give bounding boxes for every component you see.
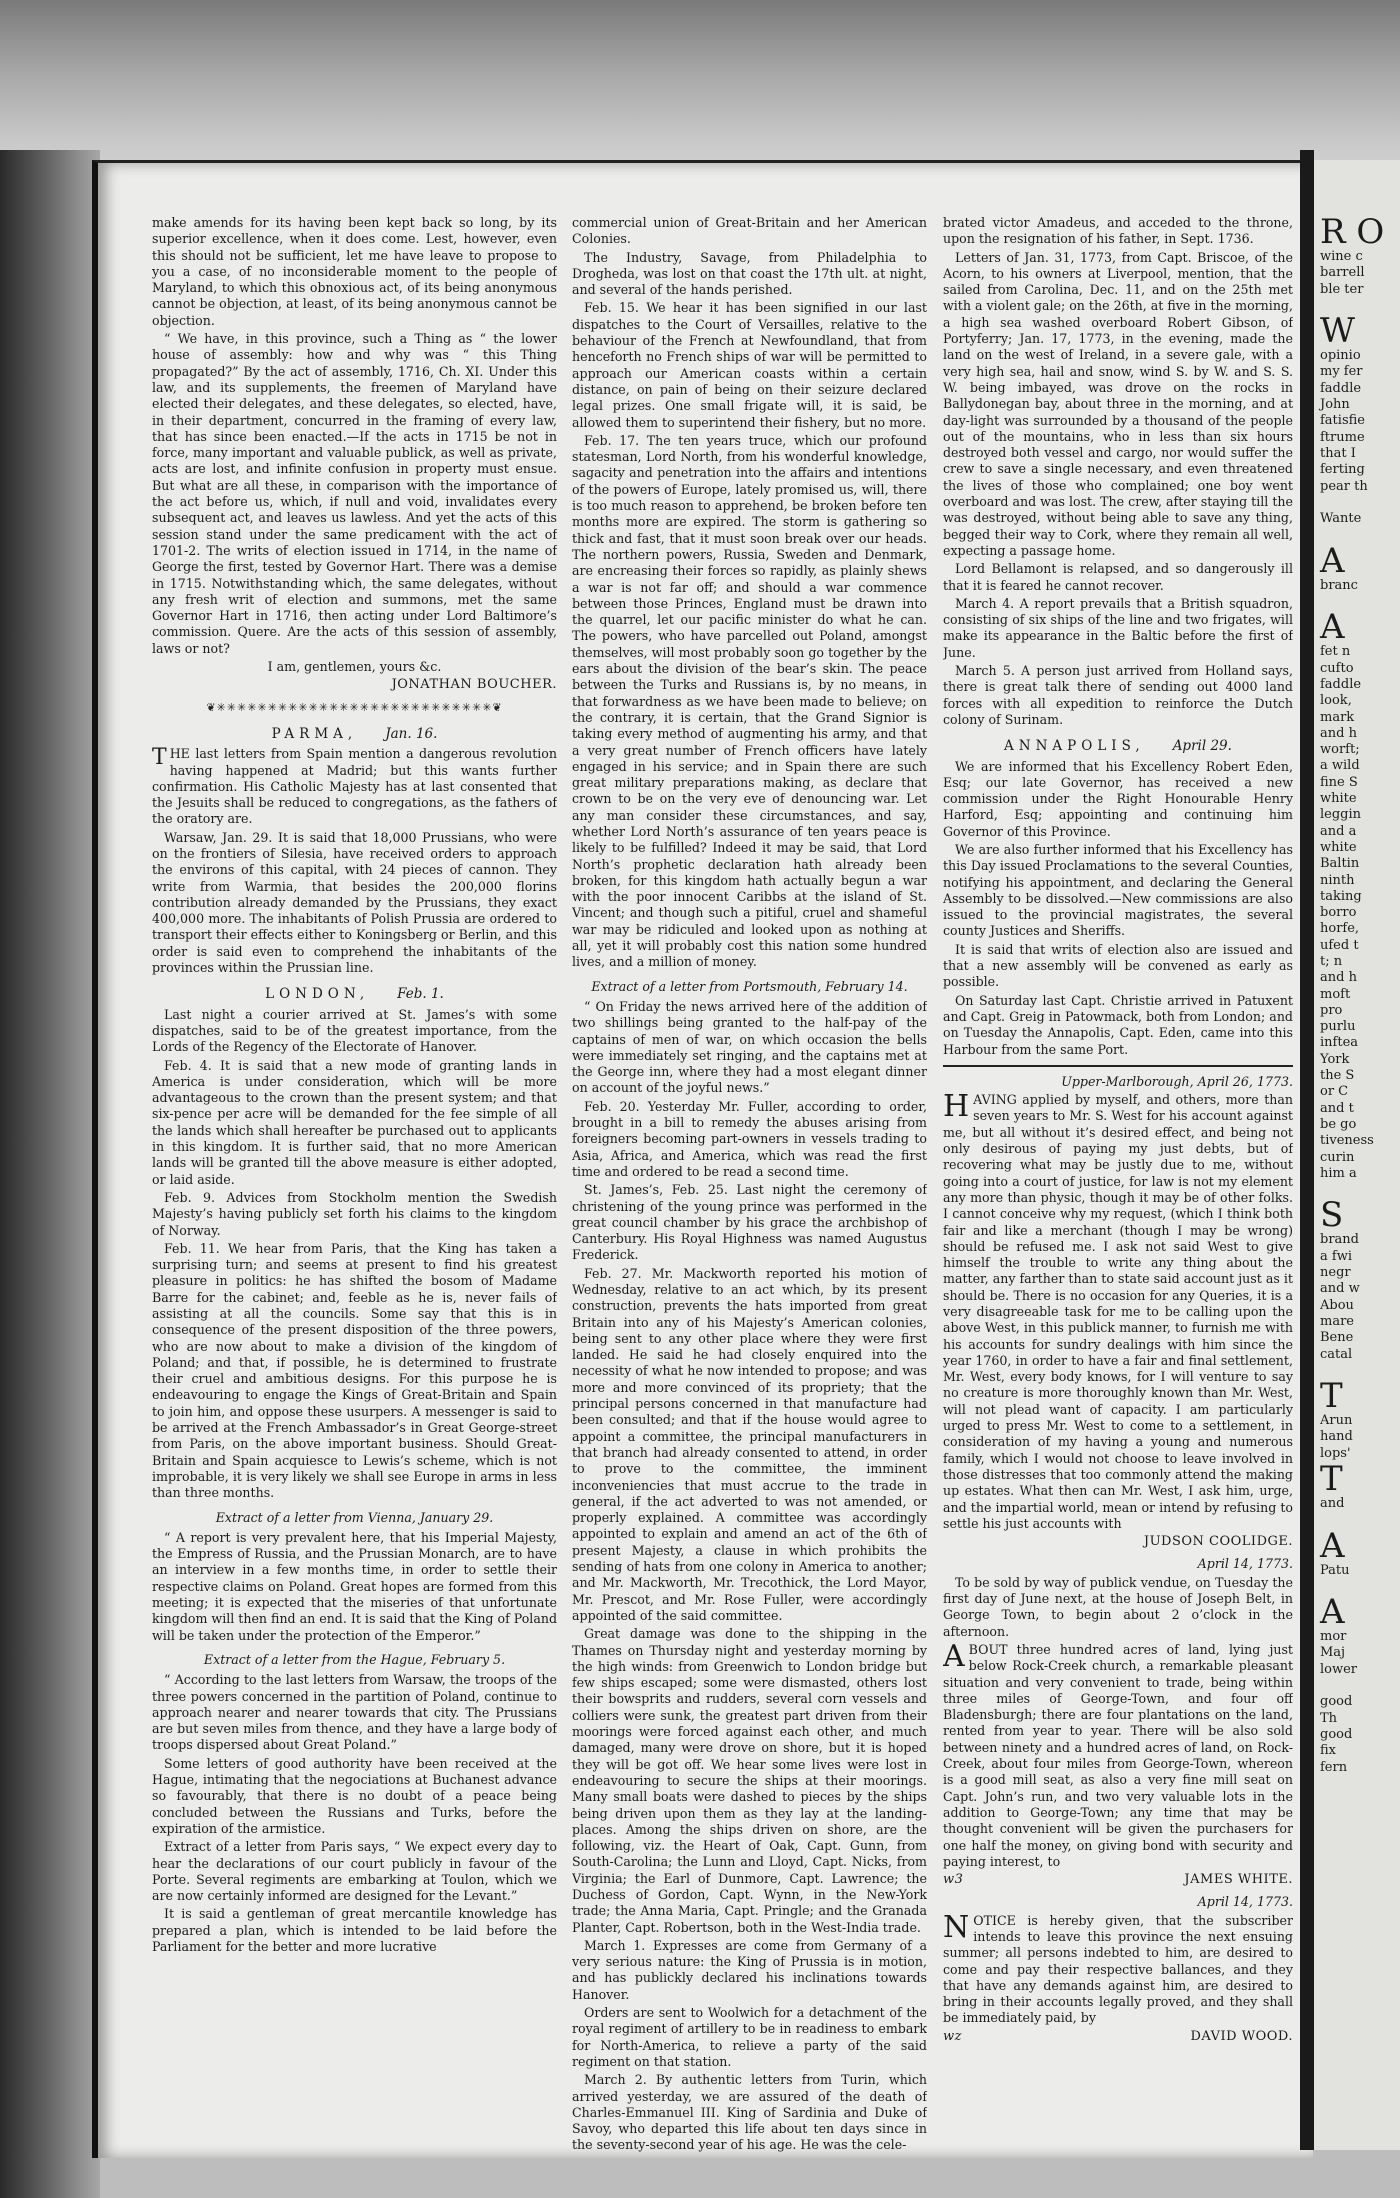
- adjacent-page-line: purlu: [1320, 1019, 1356, 1035]
- dateline-date: Jan. 16.: [385, 725, 438, 742]
- column-3: [943, 215, 1293, 2051]
- news-paragraph: St. James’s, Feb. 25. Last night the ceremony of christening of the young prince was performed in the great council chamber by his grace the archbishop of Canterbury. His Royal Highness was named Augustus Frederick.: [572, 1182, 927, 1263]
- adjacent-page-line: pear th: [1320, 478, 1368, 494]
- adjacent-page-line: lops': [1320, 1445, 1351, 1461]
- adjacent-page-line: inftea: [1320, 1035, 1359, 1051]
- adjacent-page-line: faddle: [1320, 676, 1362, 692]
- letter-closing: I am, gentlemen, yours &c.: [267, 659, 442, 675]
- news-paragraph: Feb. 27. Mr. Mackworth reported his motion of Wednesday, relative to an act which, by its present construction, prevents the hats imported from great Britain into any of his Majesty’s American colonies, being sent to any other place where they were first landed. He said he had closely enquired into the necessity of what he now intended to propose; and was more and more convinced of its propriety; that the principal persons concerned in that manufacture had been consulted; and that if the house would agree to appoint a committee, the principal manufacturers in that branch had already consented to attend, in order to prove to the committee, the imminent inconveniencies that must accrue to the trade in general, if the act adverted to was not amended, or properly explained. A committee was accordingly appointed to explain and amend an act of the 6th of present Majesty, a clause in which prohibits the sending of hats from one colony in America to another; and Mr. Mackworth, Mr. Trecothick, the Lord Mayor, Mr. Prescot, and Mr. Rose Fuller, were accordingly appointed of the said committee.: [572, 1265, 927, 1623]
- dateline-date: April 29.: [1172, 738, 1232, 755]
- adjacent-page-line: worft;: [1320, 742, 1360, 758]
- adjacent-page-line: white: [1320, 839, 1357, 855]
- dateline-place: PARMA,: [271, 725, 358, 742]
- adjacent-page-line: Patu: [1320, 1562, 1350, 1578]
- adjacent-page-line: [1320, 1678, 1400, 1694]
- adjacent-page-line: ferting: [1320, 462, 1365, 478]
- vienna-paragraph: “ A report is very prevalent here, that his Imperial Majesty, the Empress of Russia, and the Prussian Monarch, are to have an interview in a few months time, in order to settle their respective claims on Poland. Great hopes are formed from this meeting; it is expected that the miseries of that unfortunate kingdom will then find an end. It is said that the King of Poland will be taken under the protection of the Emperor.”: [152, 1529, 557, 1643]
- vienna-heading: Extract of a letter from Vienna, January 29.: [215, 1509, 494, 1525]
- annapolis-heading: [943, 738, 1293, 754]
- advert-signature: JUDSON COOLIDGE.: [1143, 1534, 1293, 1550]
- adjacent-page-line: fix: [1320, 1743, 1337, 1759]
- hague-paragraph: Some letters of good authority have been received at the Hague, intimating that the negociations at Buchanest advance so favourably, that there is no doubt of a peace being concluded between the Russians and Turks, before the expiration of the armistice.: [152, 1755, 557, 1836]
- adjacent-page-line: horfe,: [1320, 921, 1360, 937]
- adjacent-page-line: ftrume: [1320, 429, 1365, 445]
- adjacent-page-line: W: [1320, 311, 1355, 352]
- adjacent-page-line: T: [1320, 1376, 1343, 1417]
- adjacent-page-line: or C: [1320, 1084, 1349, 1100]
- adjacent-page-line: fine S: [1320, 774, 1358, 790]
- intro-paragraph: make amends for its having been kept back so long, by its superior excellence, when it does come. Lest, however, even this should not be sufficient, let me have leave to propose to you a case, of no inconsiderable moment to the people of Maryland, to which this obnoxious act, of its being anonymous cannot be objection, at least, of its being anonymous cannot be objection.: [152, 215, 557, 328]
- adjacent-page-line: moft: [1320, 986, 1351, 1002]
- adjacent-page-line: and t: [1320, 1100, 1354, 1116]
- adjacent-page-line: A: [1320, 1525, 1345, 1566]
- adjacent-page-line: that I: [1320, 445, 1356, 461]
- adjacent-page-line: Th: [1320, 1710, 1338, 1726]
- parma-paragraph: THE last letters from Spain mention a dangerous revolution having happened at Madrid; but this wants further confirmation. His Catholic Majesty has at last consented that the Jesuits shall be reduced to congregations, as the fathers of the oratory are.: [152, 745, 557, 827]
- adjacent-page-line: and h: [1320, 970, 1357, 986]
- news-paragraph: Orders are sent to Woolwich for a detachment of the royal regiment of artillery to be in readiness to embark for North-America, to relieve a party of the said regiment on that station.: [572, 2005, 927, 2069]
- news-paragraph: Feb. 15. We hear it has been signified in our last dispatches to the Court of Versailles, relative to the behaviour of the French at Newfoundland, that from henceforth no French ships of war will be permitted to approach our American coasts within a certain distance, on pain of being on their seizure declared legal prizes. One small frigate will, it is said, be allowed them to superintend their fishery, but no more.: [572, 300, 927, 430]
- advert-white: ABOUT three hundred acres of land, lying just below Rock-Creek church, a remarkable pleasant situation and very convenient to trade, being within three miles of George-Town, and four off Bladensburgh; there are four plantations on the land, rented from year to year. There will be also sold between ninety and a hundred acres of land, on Rock-Creek, about four miles from George-Town, whereon is a good mill seat, as also a very fine mill seat on Capt. John’s run, and two very valuable lots in the addition to George-Town; any time that may be thought convenient will be given the purchasers for one half the money, on giving bond with security and paying interest, to: [943, 1638, 1293, 1869]
- adjacent-page-line: Arun: [1320, 1413, 1353, 1429]
- book-spine: [0, 150, 100, 2198]
- news-paragraph: “ On Friday the news arrived here of the addition of two shillings being granted to the half-pay of the captains of men of war, on which occasion the bells were immediately set ringing, and the captains met at the George inn, where they had a most elegant dinner on account of the joyful news.”: [572, 998, 927, 1096]
- warsaw-paragraph: Warsaw, Jan. 29. It is said that 18,000 Prussians, who were on the frontiers of Silesia, have received orders to approach the environs of this capital, with 24 pieces of cannon. They write from Warmia, that besides the 200,000 florins contribution already demanded by the Prussians, they exact 400,000 more. The inhabitants of Polish Prussia are ordered to transport their effects either to Koningsberg or Berlin, and this order is said even to comprehend the inhabitants of the provinces within the Prussian line.: [152, 829, 557, 976]
- adjacent-page-line: mor: [1320, 1629, 1347, 1645]
- adjacent-page-line: brand: [1320, 1232, 1359, 1248]
- adjacent-page-line: ninth: [1320, 872, 1355, 888]
- adjacent-page-line: look,: [1320, 693, 1352, 709]
- parma-heading: [152, 726, 557, 742]
- drop-cap: H: [943, 1089, 970, 1125]
- adjacent-page-line: him a: [1320, 1165, 1357, 1181]
- adjacent-page-line: [1320, 495, 1400, 511]
- advert-signature: w3 JAMES WHITE.: [943, 1872, 1293, 1888]
- adjacent-page-line: and w: [1320, 1281, 1360, 1297]
- column-1: [152, 215, 557, 1957]
- adjacent-page-line: John: [1320, 397, 1350, 413]
- adjacent-page-line: York: [1320, 1051, 1350, 1067]
- adjacent-page-line: be go: [1320, 1116, 1357, 1132]
- adjacent-page-line: fern: [1320, 1759, 1348, 1775]
- printer-mark: wz: [943, 2028, 962, 2044]
- adjacent-page-text: [1320, 212, 1400, 1776]
- dateline-place: LONDON,: [265, 986, 370, 1003]
- adjacent-page-line: borro: [1320, 905, 1357, 921]
- adjacent-page-line: lower: [1320, 1661, 1358, 1677]
- advert-dateline: Upper-Marlborough, April 26, 1773.: [1061, 1073, 1293, 1089]
- adjacent-page-line: branc: [1320, 577, 1358, 593]
- adjacent-page-line: leggin: [1320, 807, 1362, 823]
- adjacent-page-line: opinio: [1320, 348, 1361, 364]
- adjacent-page-line: t; n: [1320, 953, 1343, 969]
- adjacent-page-line: mark: [1320, 709, 1355, 725]
- hague-paragraph: “ According to the last letters from Warsaw, the troops of the three powers concerned in the partition of Poland, continue to approach nearer and nearer towards that city. The Prussians are but seven miles from thence, and they have a large body of troops dispersed about Great Poland.”: [152, 1672, 557, 1753]
- drop-cap: T: [152, 745, 167, 771]
- london-paragraph: Feb. 4. It is said that a new mode of granting lands in America is under consideration, which will be more advantageous to the crown than the present system; and that six-pence per acre will be demanded for the fee simple of all the lands which shall hereafter be purchased out to applicants in this kingdom. It is further said, that no more American lands will be granted till the above measure is either adopted, or laid aside.: [152, 1057, 557, 1187]
- adjacent-page-line: S: [1320, 1195, 1344, 1236]
- news-paragraph: Feb. 20. Yesterday Mr. Fuller, according to order, brought in a bill to remedy the abuses arising from foreigners becoming part-owners in vessels trading to Asia, Africa, and America, which was read the first time and ordered to be read a second time.: [572, 1098, 927, 1179]
- adjacent-page-line: cufto: [1320, 660, 1354, 676]
- portsmouth-heading: Extract of a letter from Portsmouth, February 14.: [591, 978, 908, 994]
- dateline-date: Feb. 1.: [397, 986, 444, 1003]
- news-paragraph: We are informed that his Excellency Robert Eden, Esq; our late Governor, has received a new commission under the Right Honourable Henry Harford, Esq; appointing and continuing him Governor of this Province.: [943, 758, 1293, 839]
- news-paragraph: March 5. A person just arrived from Holland says, there is great talk there of sending out 4000 land forces with all expedition to reinforce the Dutch colony of Surinam.: [943, 663, 1293, 727]
- adjacent-page-line: mare: [1320, 1313, 1354, 1329]
- adjacent-page-line: the S: [1320, 1068, 1355, 1084]
- adjacent-page-line: ufed t: [1320, 937, 1359, 953]
- adjacent-page-line: tiveness: [1320, 1133, 1374, 1149]
- advert-signature: wz DAVID WOOD.: [943, 2028, 1293, 2044]
- news-paragraph: We are also further informed that his Excellency has this Day issued Proclamations to the several Counties, notifying his appointment, and declaring the General Assembly to be dissolved.—New commissions are also issued to the provincial magistrates, the several county Justices and Sheriffs.: [943, 841, 1293, 939]
- adjacent-page-line: a wild: [1320, 758, 1360, 774]
- advert-wood: NOTICE is hereby given, that the subscriber intends to leave this province the next ensuing summer; all persons indebted to him, are desired to come and pay their respective ballances, and they that have any demands against him, are desired to bring in their accounts legally proved, and they shall be immediately paid, by: [943, 1909, 1293, 2026]
- london-paragraph: Feb. 11. We hear from Paris, that the King has taken a surprising turn; and seems at present to find his greatest pleasure in politics: he has shifted the bosom of Madame Barre for the cabinet; and, feeble as he is, never fails of assisting at all the councils. Some say that this is in consequence of the present disposition of the three powers, who are now about to make a division of the kingdom of Poland; and that, if possible, he is determined to frustrate their cruel and ambitious designs. For this purpose he is endeavouring to engage the Kings of Great-Britain and Spain to join him, and oppose these usurpers. A messenger is said to be arrived at the French Ambassador’s in Great George-street from Paris, on the above important business. Should Great-Britain and Spain acquiesce to Lewis’s scheme, which is not improbable, it is very likely we shall see Europe in arms in less than three months.: [152, 1240, 557, 1501]
- adjacent-page-line: and h: [1320, 725, 1357, 741]
- adjacent-page-line: negr: [1320, 1265, 1351, 1281]
- column-2: [572, 215, 927, 2156]
- news-paragraph: commercial union of Great-Britain and her American Colonies.: [572, 215, 927, 247]
- adjacent-page-fragment: [1314, 160, 1400, 2150]
- advert-dateline: April 14, 1773.: [1197, 1556, 1293, 1572]
- adjacent-page-line: curin: [1320, 1149, 1355, 1165]
- advert-intro: To be sold by way of publick vendue, on Tuesday the first day of June next, at the house of Joseph Belt, in George Town, to begin about 2 o’clock in the afternoon.: [943, 1574, 1293, 1639]
- letter-signature: JONATHAN BOUCHER.: [391, 677, 557, 693]
- advert-coolidge: HAVING applied by myself, and others, more than seven years to Mr. S. West for his account against me, but all without it’s desired effect, and being not only desirous of paying my just debts, but of recovering what may be justly due to me, without going into a court of justice, for law is not my element any more than physic, though it may be of other folks. I cannot conceive why my request, (which I think both fair and like a merchant (though I may be wrong) should be refused me. I ask not said West to give himself the trouble to write any thing about the matter, any farther than to state said account just as it should be. There is no occasion for any Queries, it is a very disagreeable task for me to be calling upon the above West, in this publick manner, to furnish me with his accounts for sundry dealings with him since the year 1760, in order to have a fair and final settlement, Mr. West, every body knows, for I will venture to say no creature is more thoroughly known than Mr. West, will not plead want of capacity. I am particularly urged to press Mr. West to come to a settlement, in consideration of my having a young and numerous family, which I would not choose to leave involved in those distresses that too commonly attend the making up estates. What then can Mr. West, I ask him, urge, and the impartial world, mean or intend by refusing to settle his just accounts with: [943, 1089, 1293, 1531]
- adjacent-page-line: hand: [1320, 1429, 1353, 1445]
- intro-paragraph: “ We have, in this province, such a Thing as “ the lower house of assembly: how and why was “ this Thing propagated?” By the act of assembly, 1716, Ch. XI. Under this law, and its supplements, the freemen of Maryland have elected their delegates, and these delegates, so elected, have, in their department, concurred in the framing of every law, that has since been enacted.—If the acts in 1715 be not in force, many important and valuable publick, as well as private, acts are lost, and infinite confusion in property must ensue. But what are all these, in comparison with the importance of the act before us, which, if null and void, invalidates every subsequent act, and leaves us lawless. And yet the acts of this session stand under the same predicament with the act of 1701-2. The writs of election issued in 1714, in the name of George the first, tested by Governor Hart. There was a demise in 1715. Notwithstanding which, the same delegates, without any fresh writ of election and summons, met the same Governor Hart in 1716, then acting under Lord Baltimore’s commission. Quere. Are the acts of this session of assembly, laws or not?: [152, 331, 557, 656]
- adjacent-page-line: fatisfie: [1320, 413, 1365, 429]
- dateline-place: ANNAPOLIS,: [1004, 738, 1145, 755]
- adjacent-page-line: my fer: [1320, 364, 1363, 380]
- hague-paragraph: Extract of a letter from Paris says, “ We expect every day to hear the declarations of our court publicly in favour of the Porte. Several regiments are embarking at Toulon, which we are now certainly informed are designed for the Levant.”: [152, 1839, 557, 1904]
- drop-cap: N: [943, 1909, 970, 1945]
- adjacent-page-line: Wante: [1320, 511, 1362, 527]
- adjacent-page-line: A: [1320, 1592, 1345, 1633]
- adjacent-page-line: A: [1320, 540, 1345, 581]
- news-paragraph: On Saturday last Capt. Christie arrived in Patuxent and Capt. Greig in Patowmack, both from London; and on Tuesday the Annapolis, Capt. Eden, came into this Harbour from the same Port.: [943, 992, 1293, 1057]
- adjacent-page-line: white: [1320, 791, 1357, 807]
- adjacent-page-line: taking: [1320, 888, 1362, 904]
- hague-heading: Extract of a letter from the Hague, February 5.: [203, 1651, 506, 1667]
- news-paragraph: It is said that writs of election also are issued and that a new assembly will be convened as early as possible.: [943, 941, 1293, 990]
- adjacent-page-line: Bene: [1320, 1330, 1354, 1346]
- adjacent-page-line: A: [1320, 607, 1345, 648]
- adjacent-page-line: R O: [1320, 212, 1385, 252]
- adjacent-page-line: good: [1320, 1694, 1353, 1710]
- news-paragraph: March 1. Expresses are come from Germany of a very serious nature: the King of Prussia is in motion, and has publickly declared his inclinations towards Hanover.: [572, 1937, 927, 2002]
- adjacent-page-line: faddle: [1320, 380, 1362, 396]
- news-paragraph: Letters of Jan. 31, 1773, from Capt. Briscoe, of the Acorn, to his owners at Liverpool, mention, that the sailed from Carolina, Dec. 11, and on the 25th met with a violent gale; on the 26th, at five in the morning, a high sea washed overboard Robert Gibson, of Portyferry; Jan. 17, 1773, in the evening, made the land on the west of Ireland, in a severe gale, with a very high sea, hail and snow, wind S. by W. and S. S. W. being imbayed, was drove on the rocks in Ballydonegan bay, about three in the morning, and at day-light was surrounded by a thousand of the people out of the mountains, who in less than six hours destroyed both vessel and cargo, nor would suffer the crew to save a single necessary, and even threatened the lives of those who complained; one boy went overboard and was lost. The crew, after staying till the was destroyed, without being able to save any thing, begged their way to Cork, where they remain all well, expecting a passage home.: [943, 249, 1293, 558]
- adjacent-page-line: catal: [1320, 1346, 1353, 1362]
- adjacent-page-line: pro: [1320, 1002, 1343, 1018]
- advert-dateline: April 14, 1773.: [1197, 1894, 1293, 1910]
- news-paragraph: The Industry, Savage, from Philadelphia to Drogheda, was lost on that coast the 17th ult. at night, and several of the hands perished.: [572, 249, 927, 298]
- news-paragraph: Great damage was done to the shipping in the Thames on Thursday night and yesterday morning by the high winds: from Greenwich to London bridge but few ships escaped; some were dismasted, others lost their bowsprits and rudders, several corn vessels and colliers were sunk, the greatest part driven from their moorings were forced against each other, and much damaged, many were drove on shore, but it is hoped they will be got off. We hear some lives were lost in endeavouring to secure the ships at their moorings. Many small boats were dashed to pieces by the ships being driven upon them as they lay at the landing-places. Among the ships driven on shore, are the following, viz. the Heart of Oak, Capt. Gunn, from South-Carolina; the Lunn and Lloyd, Capt. Nicks, from Virginia; the Earl of Dunmore, Capt. Lawrence; the Duchess of Gordon, Capt. Wynn, in the New-York trade; the Anna Maria, Capt. Pringle; and the Granada Planter, Capt. Robertson, both in the West-India trade.: [572, 1626, 927, 1935]
- printer-mark: w3: [943, 1872, 964, 1888]
- drop-cap: A: [943, 1638, 965, 1674]
- adjacent-page-line: barrell: [1320, 265, 1365, 281]
- london-paragraph: Feb. 9. Advices from Stockholm mention the Swedish Majesty’s having publicly set forth his claims to the kingdom of Norway.: [152, 1189, 557, 1238]
- news-paragraph: March 2. By authentic letters from Turin, which arrived yesterday, we are assured of the death of Charles-Emmanuel III. King of Sardinia and Duke of Savoy, who departed this life about ten days since in the seventy-second year of his age. He was the cele-: [572, 2072, 927, 2153]
- adjacent-page-line: wine c: [1320, 249, 1363, 264]
- london-paragraph: Last night a courier arrived at St. James’s with some dispatches, said to be of the greatest importance, from the Lords of the Regency of the Electorate of Hanover.: [152, 1006, 557, 1055]
- section-rule: [943, 1065, 1293, 1067]
- adjacent-page-line: and a: [1320, 823, 1357, 839]
- adjacent-page-line: ble ter: [1320, 281, 1364, 297]
- adjacent-page-line: T: [1320, 1459, 1343, 1499]
- adjacent-page-line: good: [1320, 1726, 1353, 1742]
- london-heading: [152, 986, 557, 1002]
- adjacent-page-line: Maj: [1320, 1645, 1346, 1661]
- news-paragraph: brated victor Amadeus, and acceded to the throne, upon the resignation of his father, in Sept. 1736.: [943, 215, 1293, 247]
- news-paragraph: Lord Bellamont is relapsed, and so dangerously ill that it is feared he cannot recover.: [943, 561, 1293, 593]
- ornament-divider: ❦✳✳✳✳✳✳✳✳✳✳✳✳✳✳✳✳✳✳✳✳✳✳✳✳✳✳✳❦: [206, 700, 503, 714]
- hague-paragraph: It is said a gentleman of great mercantile knowledge has prepared a plan, which is intended to be laid before the Parliament for the better and more lucrative: [152, 1906, 557, 1954]
- adjacent-page-line: fet n: [1320, 644, 1351, 660]
- adjacent-page-line: Abou: [1320, 1297, 1354, 1313]
- adjacent-page-line: and: [1320, 1496, 1345, 1511]
- news-paragraph: March 4. A report prevails that a British squadron, consisting of six ships of the line and two frigates, will make its appearance in the Baltic before the first of June.: [943, 595, 1293, 660]
- adjacent-page-line: Baltin: [1320, 856, 1360, 872]
- page-gutter-shadow: [1300, 150, 1314, 2150]
- adjacent-page-line: a fwi: [1320, 1248, 1352, 1264]
- news-paragraph: Feb. 17. The ten years truce, which our profound statesman, Lord North, from his wonderful knowledge, sagacity and penetration into the affairs and intentions of the powers of Europe, lately promised us, will, there is too much reason to apprehend, be broken before ten months more are expired. The storm is gathering so thick and fast, that it must soon break over our heads. The northern powers, Russia, Sweden and Denmark, are encreasing their forces so rapidly, as plainly shews a war is not far off; and should a war commence between those Princes, England must be drawn into the quarrel, let our pacific minister do what he can. The powers, who have parcelled out Poland, amongst themselves, will most probably soon go together by the ears about the division of the bear’s skin. The peace between the Turks and Russians is, by no means, in that forwardness as we have been made to believe; on the contrary, it is certain, that the Grand Signior is taking every method of augmenting his army, and that a very great number of French officers have lately engaged in his service; and in Spain there are such great military preparations making, as declare that crown to be on the very eve of denouncing war. Let any man consider these circumstances, and say, whether Lord North’s assurance of ten years peace is likely to be fulfilled? Indeed it may be said, that Lord North’s prophetic declaration hath already been broken, for this kingdom hath actually begun a war with the poor innocent Caribbs at the island of St. Vincent; and though such a pitiful, cruel and shameful war may be ridiculed and looked upon as nothing at all, yet it will probably cost this nation some hundred lives, and a million of money.: [572, 432, 927, 970]
